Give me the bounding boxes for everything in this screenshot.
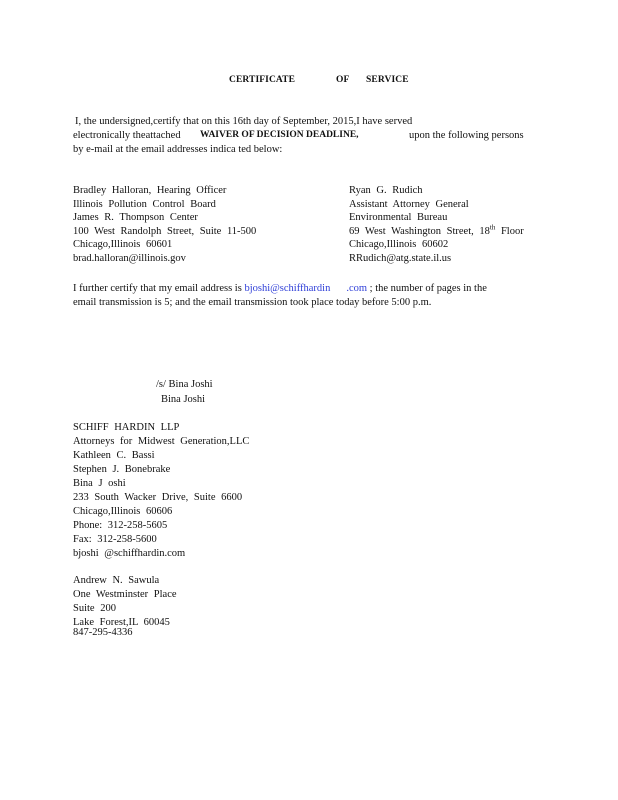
recipient-left-line: James R. Thompson Center xyxy=(73,212,198,223)
signature-name: Bina Joshi xyxy=(161,394,206,405)
title-word-certificate: CERTIFICATE xyxy=(229,75,296,85)
recipient-right-address-text: 69 West Washington Street, 18 xyxy=(349,225,490,237)
contact-line: Lake Forest,IL 60045 xyxy=(73,617,170,628)
firm-line: Chicago,Illinois 60606 xyxy=(73,506,173,517)
certificate-title xyxy=(229,74,409,88)
recipient-left-line: Illinois Pollution Control Board xyxy=(73,198,216,210)
intro-line-2-start: electronically theattached xyxy=(73,130,181,141)
firm-line: Bina J oshi xyxy=(73,478,126,489)
document-title-reference: WAIVER OF DECISION DEADLINE, xyxy=(200,130,359,140)
contact-line: Andrew N. Sawula xyxy=(73,575,160,586)
title-word-service: SERVICE xyxy=(366,75,409,85)
firm-line: 233 South Wacker Drive, Suite 6600 xyxy=(73,492,243,503)
certify-line-1-start: I further certify that my email address is xyxy=(73,283,242,294)
recipient-left-line: 100 West Randolph Street, Suite 11-500 xyxy=(73,225,257,237)
firm-name: SCHIFF HARDIN LLP xyxy=(73,422,180,433)
certify-line-1 xyxy=(73,282,487,296)
recipient-left-email[interactable]: brad.halloran@illinois.gov xyxy=(73,252,186,264)
intro-line-2 xyxy=(73,129,535,143)
contact-line: Suite 200 xyxy=(73,603,116,614)
intro-line-1: I, the undersigned,certify that on this 16th day of September, 2015,I have served xyxy=(75,116,413,127)
sender-email-link[interactable] xyxy=(244,283,367,294)
sender-email-part2: .com xyxy=(346,283,368,294)
recipient-right-line: Assistant Attorney General xyxy=(349,198,469,210)
recipient-right-email[interactable]: RRudich@atg.state.il.us xyxy=(349,252,452,264)
contact-phone: 847-295-4336 xyxy=(73,627,133,638)
recipient-right-line: Ryan G. Rudich xyxy=(349,185,423,196)
second-contact-block xyxy=(73,574,177,640)
recipient-right-address-sup: th xyxy=(489,223,496,231)
recipient-right-block xyxy=(349,184,524,265)
firm-fax: Fax: 312-258-5600 xyxy=(73,534,157,545)
sender-email-part1: bjoshi@schiffhardin xyxy=(244,283,331,294)
recipient-right-line xyxy=(349,225,524,239)
firm-email[interactable]: bjoshi @schiffhardin.com xyxy=(73,548,186,559)
firm-line: Kathleen C. Bassi xyxy=(73,450,155,461)
certify-line-2: email transmission is 5; and the email transmission took place today before 5:00 p.m. xyxy=(73,297,432,308)
recipient-left-line: Chicago,Illinois 60601 xyxy=(73,239,173,250)
firm-line: Attorneys for Midwest Generation,LLC xyxy=(73,436,250,447)
intro-line-2-end: upon the following persons xyxy=(409,130,524,141)
recipient-left-line: Bradley Halloran, Hearing Officer xyxy=(73,185,227,196)
firm-phone: Phone: 312-258-5605 xyxy=(73,520,168,531)
signature-line: /s/ Bina Joshi xyxy=(156,379,213,390)
firm-contact-block xyxy=(73,421,249,561)
recipient-right-address-floor: Floor xyxy=(495,225,524,237)
recipient-right-line: Chicago,Illinois 60602 xyxy=(349,239,449,250)
firm-line: Stephen J. Bonebrake xyxy=(73,464,171,475)
certify-line-1-end: ; the number of pages in the xyxy=(369,283,487,294)
recipient-left-block xyxy=(73,184,256,265)
title-word-of: OF xyxy=(336,75,350,85)
recipient-right-line: Environmental Bureau xyxy=(349,212,448,223)
contact-line: One Westminster Place xyxy=(73,589,177,600)
intro-line-3: by e-mail at the email addresses indica ted below: xyxy=(73,144,283,155)
